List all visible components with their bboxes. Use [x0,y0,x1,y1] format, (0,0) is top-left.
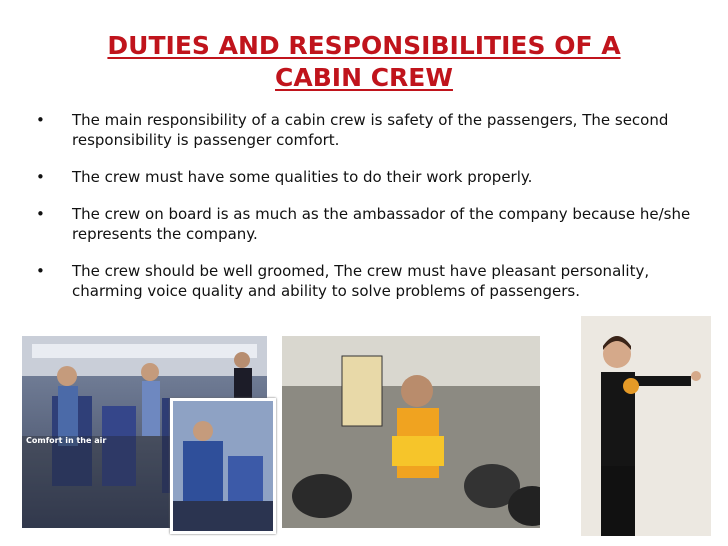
bullet-dot: • [36,168,45,186]
safety-demonstration-photo [282,336,540,528]
crew-assisting-passenger-photo [170,398,276,534]
photo-caption: Comfort in the air [26,436,107,445]
bullet-item [36,204,706,244]
bullet-dot: • [36,205,45,223]
flight-attendant-photo [581,316,711,536]
bullet-text: The crew should be well groomed, The crew must have pleasant personality, charming voice quality and ability to solve problems of passengers. [72,262,650,300]
title-line-1: DUTIES AND RESPONSIBILITIES OF A [107,31,621,60]
bullet-text: The main responsibility of a cabin crew is safety of the passengers, The second responsibility is passenger comfort. [72,111,669,149]
bullet-dot: • [36,262,45,280]
bullet-text: The crew on board is as much as the ambassador of the company because he/she represents the company. [72,205,691,243]
safety-demo-illustration [282,336,540,528]
bullet-text: The crew must have some qualities to do their work properly. [72,168,533,186]
bullet-list [36,110,706,318]
bullet-item [36,110,706,150]
bullet-item [36,261,706,301]
title-line-2: CABIN CREW [275,63,453,92]
flight-attendant-illustration [581,316,711,536]
slide-title [40,30,688,94]
crew-assisting-illustration [173,401,273,531]
bullet-item [36,167,706,187]
bullet-dot: • [36,111,45,129]
